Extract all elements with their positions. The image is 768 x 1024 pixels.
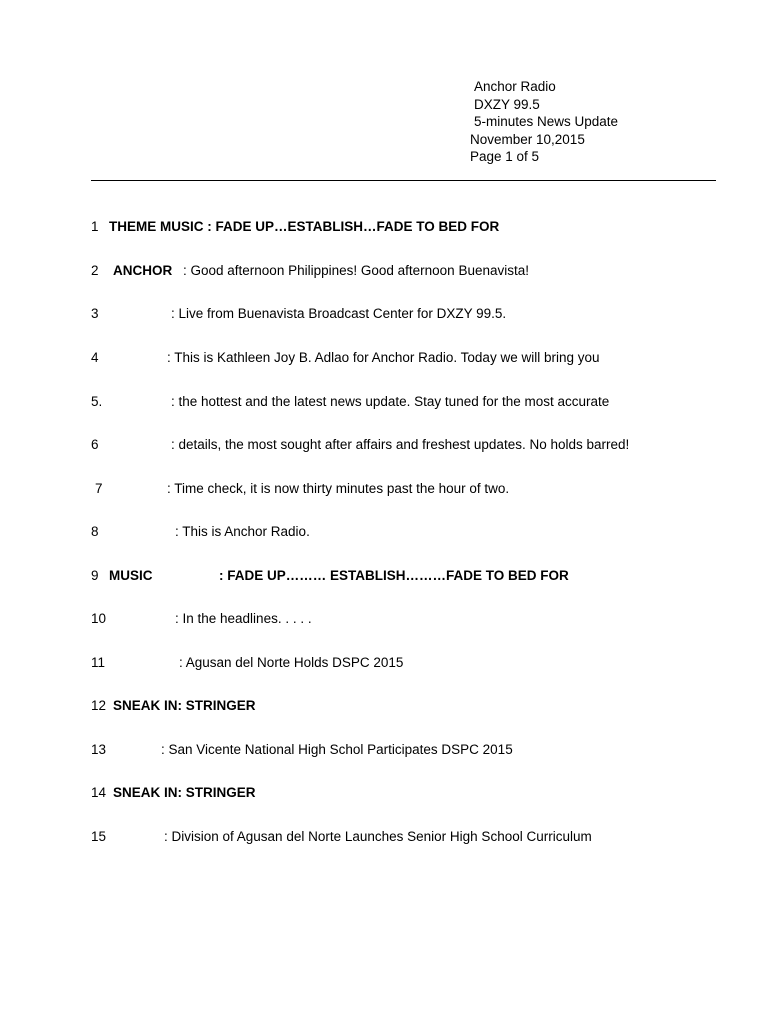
line-cue: THEME MUSIC : FADE UP…ESTABLISH…FADE TO BED FOR	[109, 219, 500, 234]
line-cue: ANCHOR	[113, 263, 173, 278]
line-cue: SNEAK IN: STRINGER	[113, 785, 256, 800]
line-text: : In the headlines. . . . .	[175, 611, 312, 626]
line-cue: MUSIC	[109, 568, 153, 583]
program-title: 5-minutes News Update	[474, 114, 619, 129]
line-text: : This is Kathleen Joy B. Adlao for Anchor Radio. Today we will bring you	[167, 350, 600, 365]
line-number: 2	[91, 263, 99, 278]
line-text: : FADE UP……… ESTABLISH………FADE TO BED FOR	[219, 568, 569, 583]
line-number: 13	[91, 742, 107, 757]
line-text: : Division of Agusan del Norte Launches Senior High School Curriculum	[164, 829, 592, 844]
line-number: 10	[91, 611, 107, 626]
line-text: : Time check, it is now thirty minutes past the hour of two.	[167, 481, 510, 496]
station-name: Anchor Radio	[474, 79, 556, 94]
station-callsign: DXZY 99.5	[474, 97, 540, 112]
line-text: : Agusan del Norte Holds DSPC 2015	[179, 655, 404, 670]
line-number: 9	[91, 568, 99, 583]
line-number: 7	[95, 481, 103, 496]
line-text: : This is Anchor Radio.	[175, 524, 310, 539]
line-number: 3	[91, 306, 99, 321]
line-number: 1	[91, 219, 99, 234]
line-number: 8	[91, 524, 99, 539]
line-text: : Live from Buenavista Broadcast Center for DXZY 99.5.	[171, 306, 507, 321]
line-text: : San Vicente National High Schol Participates DSPC 2015	[161, 742, 513, 757]
line-text: : details, the most sought after affairs and freshest updates. No holds barred!	[171, 437, 630, 452]
page-number: Page 1 of 5	[470, 149, 540, 164]
line-number: 5.	[91, 394, 103, 409]
line-text: : the hottest and the latest news update. Stay tuned for the most accurate	[171, 394, 610, 409]
line-number: 15	[91, 829, 107, 844]
header-divider	[91, 180, 716, 181]
line-number: 4	[91, 350, 99, 365]
line-number: 11	[91, 655, 106, 670]
line-number: 12	[91, 698, 107, 713]
line-number: 14	[91, 785, 107, 800]
line-cue: SNEAK IN: STRINGER	[113, 698, 256, 713]
line-number: 6	[91, 437, 99, 452]
line-text: : Good afternoon Philippines! Good afternoon Buenavista!	[183, 263, 529, 278]
broadcast-date: November 10,2015	[470, 132, 585, 147]
